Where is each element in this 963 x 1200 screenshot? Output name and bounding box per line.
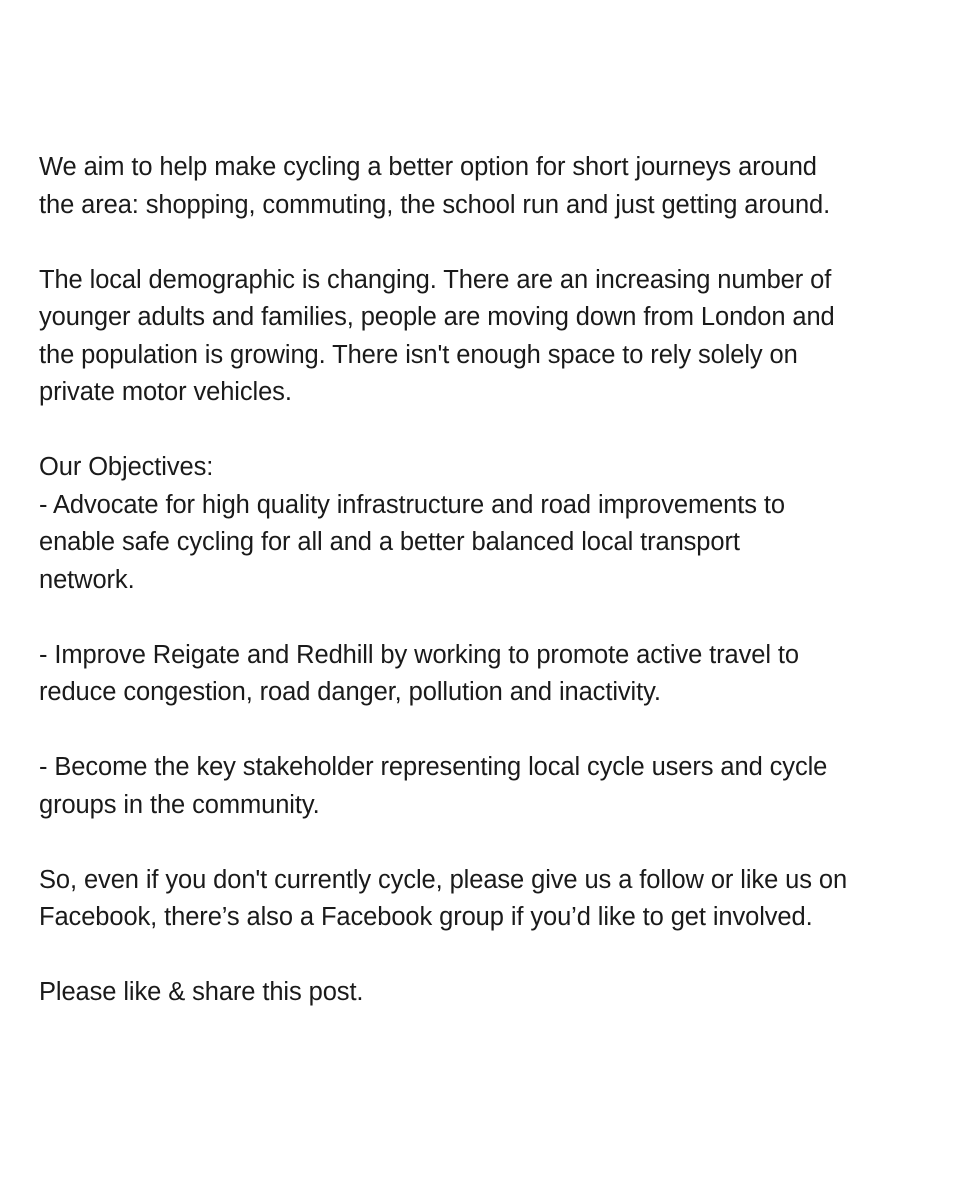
objective-item-1-line: network. [39,565,135,594]
post-text [39,149,944,1049]
objective-item-3-line: - Become the key stakeholder representing local cycle users and cycle [39,753,828,781]
objective-item-3 [39,749,944,824]
text-line: private motor vehicles. [39,378,292,406]
text-line: Please like & share this post. [39,978,364,1006]
text-line: the population is growing. There isn't enough space to rely solely on [39,340,798,369]
text-line: the area: shopping, commuting, the school run and just getting around. [39,190,831,219]
text-line: So, even if you don't currently cycle, please give us a follow or like us on [39,865,848,894]
objective-item-3-line: groups in the community. [39,790,320,819]
objective-item-2-line: - Improve Reigate and Redhill by working to promote active travel to [39,640,799,669]
objective-item-1-line: - Advocate for high quality infrastructure and road improvements to [39,490,785,519]
text-line: Facebook, there’s also a Facebook group if you’d like to get involved. [39,903,813,931]
intro-paragraph [39,149,944,224]
objectives-paragraph [39,449,944,599]
share-paragraph [39,974,944,1012]
text-line: younger adults and families, people are moving down from London and [39,303,835,331]
objective-item-2-line: reduce congestion, road danger, pollution and inactivity. [39,678,661,706]
text-line: The local demographic is changing. There are an increasing number of [39,265,832,294]
objectives-heading: Our Objectives: [39,453,214,481]
text-line: We aim to help make cycling a better option for short journeys around [39,153,817,181]
objective-item-1-line: enable safe cycling for all and a better balanced local transport [39,528,740,556]
follow-paragraph [39,862,944,937]
objective-item-2 [39,637,944,712]
demographic-paragraph [39,262,944,412]
